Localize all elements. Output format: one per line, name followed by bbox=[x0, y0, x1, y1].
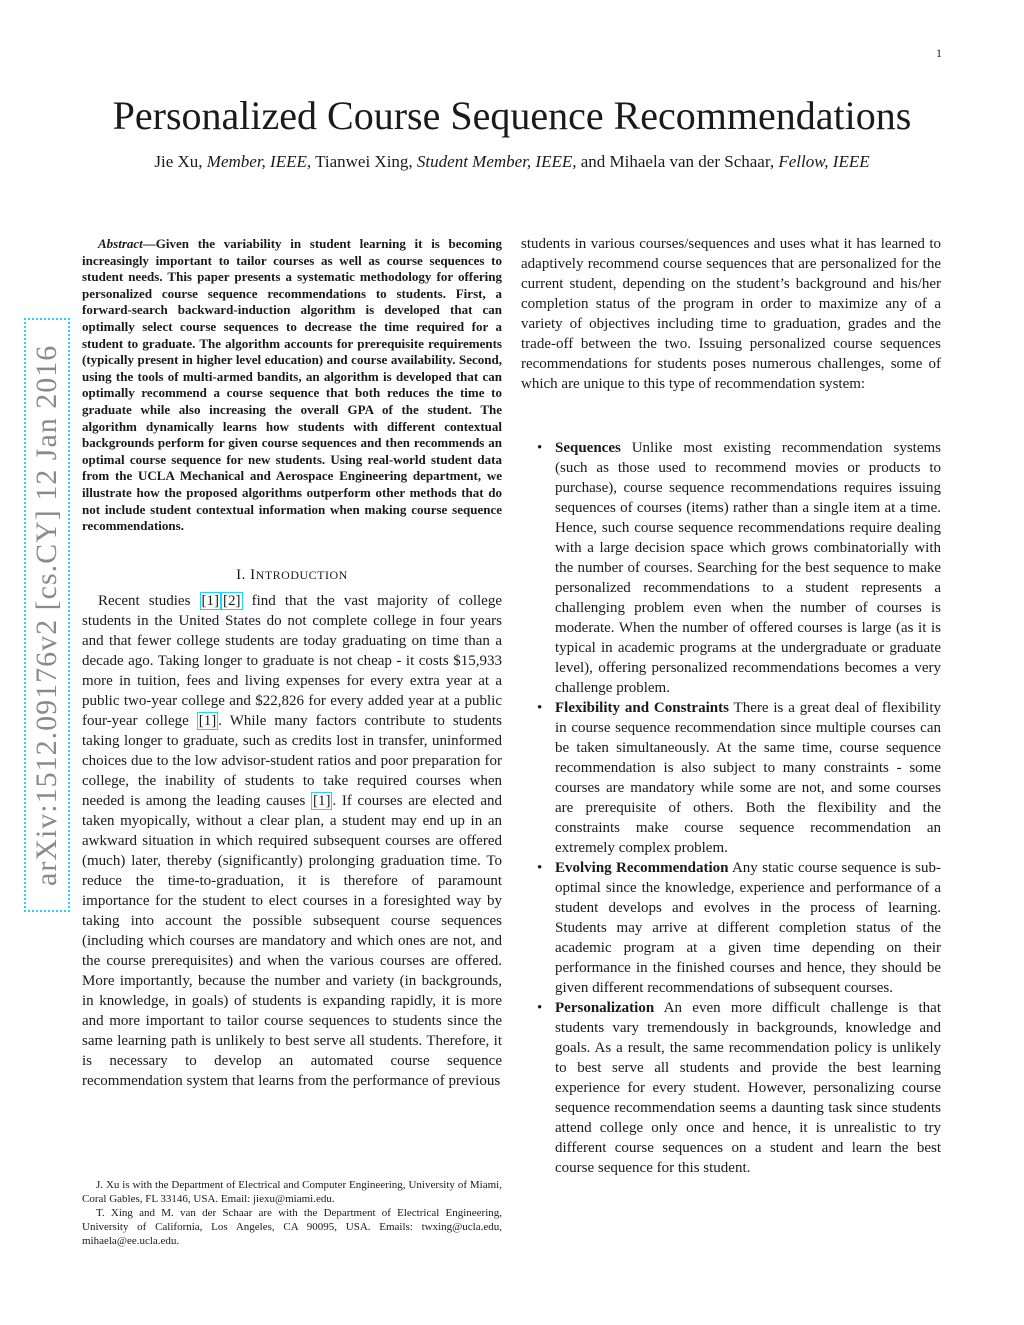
abstract-text: —Given the variability in student learning it is becoming increasingly important to tailor courses as well as course sequences to student needs. This paper presents a systematic methodology for offering personalized course sequence recommendations to students. First, a forward-search backward-induction algorithm is developed that can optimally select course sequences to decrease the time required for a student to graduate. The algorithm accounts for prerequisite requirements (typically present in higher level education) and course availability. Second, using the tools of multi-armed bandits, an algorithm is developed that can optimally recommend a course sequence that both reduces the time to graduate while also increasing the overall GPA of the student. The algorithm dynamically learns how students with different contextual backgrounds perform for given course sequences and then recommends an optimal course sequence for new students. Using real-world student data from the UCLA Mechanical and Aerospace Engineering department, we illustrate how the proposed algorithms outperform other methods that do not include student contextual information when making course sequence recommendations. bbox=[82, 236, 502, 534]
introduction-paragraph bbox=[82, 591, 502, 1091]
author-name: and Mihaela van der Schaar, bbox=[576, 152, 779, 171]
abstract bbox=[82, 236, 502, 535]
bullet-term: Flexibility and Constraints bbox=[555, 700, 729, 716]
author-role: Student Member, IEEE, bbox=[416, 152, 577, 171]
section-title-rest: NTRODUCTION bbox=[255, 567, 348, 582]
bullet-text: There is a great deal of flexibility in course sequence recommendation since multiple courses can be taken simultaneously. At the same time, course sequence recommendation is also subject to many constraints - some courses are mandatory while some are not, and some courses are prerequisite of others. Both the flexibility and the constraints make course sequence recommendation an extremely complex problem. bbox=[555, 700, 942, 856]
bullet-term: Evolving Recommendation bbox=[555, 860, 729, 876]
citation-link[interactable]: [2] bbox=[223, 592, 241, 609]
paper-title: Personalized Course Sequence Recommendations bbox=[112, 93, 912, 138]
list-item bbox=[555, 858, 941, 998]
author-name: Tianwei Xing, bbox=[311, 152, 417, 171]
abstract-label: Abstract bbox=[98, 236, 143, 251]
footnote-affiliation-xu: J. Xu is with the Department of Electrical and Computer Engineering, University of Miami, Coral Gables, FL 33146, USA. Email: jiexu@miami.edu. bbox=[82, 1179, 502, 1205]
list-item bbox=[555, 698, 941, 858]
author-role: Member, IEEE, bbox=[206, 152, 312, 171]
intro-text: . While many factors contribute to students taking longer to graduate, such as credits lost in transfer, uninformed choices due to the low advisor-student ratios and poor preparation for college, the inability of students to take required courses when needed is among the leading causes bbox=[82, 712, 502, 809]
intro-text: find that the vast majority of college students in the United States do not complete college in four years and that fewer college students are today graduating on time than a decade ago. Taking longer to graduate is not cheap - it costs $15,933 more in tuition, fees and living expenses for every extra year at a public two-year college and $22,826 for every added year at a public four-year college bbox=[82, 592, 502, 729]
intro-text: Recent studies bbox=[98, 592, 200, 609]
footnote-affiliation-xing-schaar: T. Xing and M. van der Schaar are with the Department of Electrical Engineering, University of California, Los Angeles, CA 90095, USA. Emails: twxing@ucla.edu, mihaela@ee.ucla.edu. bbox=[82, 1207, 502, 1247]
list-item bbox=[555, 438, 941, 698]
author-line bbox=[0, 152, 1024, 172]
citation-link[interactable]: [1] bbox=[312, 792, 331, 809]
bullet-text: Unlike most existing recommendation systems (such as those used to recommend movies or products to purchase), course sequence recommendations requires issuing sequences of courses (items) rather than a single item at a time. Hence, such course sequence recommendations require dealing with a large decision space which grows combinatorially with the number of courses. Searching for the best sequence to make personalized recommendations to a student represents a challenging problem even when the number of courses is moderate. When the number of offered courses is large (as it is typical in academic programs at the undergraduate or graduate level), offering personalized recommendations becomes a very challenge problem. bbox=[555, 440, 941, 696]
right-column bbox=[521, 234, 941, 1178]
bullet-term: Personalization bbox=[555, 1000, 655, 1016]
continuation-paragraph: students in various courses/sequences and uses what it has learned to adaptively recommend course sequences that are personalized for the current student, depending on the student’s background and his/her completion status of the program in order to maximize any of a variety of objectives including time to graduation, grades and the trade-off between the two. Issuing personalized course sequences recommendations for students poses numerous challenges, some of which are unique to this type of recommendation system: bbox=[521, 236, 941, 392]
left-column bbox=[82, 236, 502, 1091]
author-name: Jie Xu, bbox=[154, 152, 207, 171]
section-numeral: I. bbox=[236, 566, 251, 583]
footnotes bbox=[82, 1178, 502, 1248]
section-heading-introduction bbox=[82, 565, 502, 585]
citation-link[interactable]: [1] bbox=[198, 712, 217, 729]
intro-text: . If courses are elected and taken myopically, without a clear plan, a student may end up in an awkward situation in which required subsequent courses are offered (much) later, thereby (significantly) prolonging graduation time. To reduce the time-to-graduation, it is therefore of paramount importance for the student to elect courses in a foresighted way by taking into account the possible subsequent course sequences (including which courses are mandatory and which ones are not, and the course prerequisites) and when the various courses are offered. More importantly, because the number and variety (in backgrounds, in knowledge, in goals) of students is expanding rapidly, it is more and more important to tailor course sequences to students since the same learning path is unlikely to best serve all students. Therefore, it is necessary to develop an automated course sequence recommendation system that learns from the performance of previous bbox=[82, 792, 502, 1089]
list-item bbox=[555, 998, 941, 1178]
section-first-letter: I bbox=[250, 566, 256, 583]
challenges-list bbox=[521, 438, 941, 1178]
citation-link[interactable]: [1] bbox=[201, 592, 220, 609]
bullet-text: Any static course sequence is sub-optimal since the knowledge, experience and performance of a student develops and evolves in the process of learning. Students may arrive at different completion status of the academic program at a given time depending on their performance in the finished courses and hence, they should be given different recommendations of subsequent courses. bbox=[555, 860, 941, 996]
bullet-text: An even more difficult challenge is that students vary tremendously in backgrounds, knowledge and goals. As a result, the same recommendation policy is unlikely to best serve all students and provide the best learning experience for every student. However, personalizing course sequence recommendation seems a daunting task since students attend college only once and hence, it is unrealistic to try different course sequences on a student and learn the best course sequence for this student. bbox=[555, 1000, 941, 1176]
page-number: 1 bbox=[936, 46, 942, 60]
arxiv-identifier-stamp[interactable]: arXiv:1512.09176v2 [cs.CY] 12 Jan 2016 bbox=[24, 318, 70, 912]
author-role: Fellow, IEEE bbox=[778, 152, 870, 171]
bullet-term: Sequences bbox=[555, 440, 621, 456]
